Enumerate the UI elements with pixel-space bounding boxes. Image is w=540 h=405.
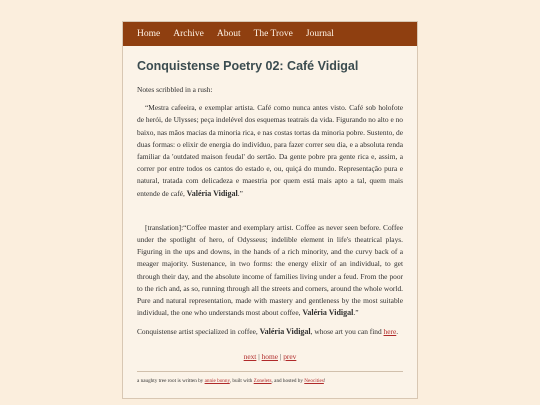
footer-author-link[interactable]: annie bonny [204, 377, 230, 384]
translation-close: .” [353, 308, 359, 318]
pager-prev[interactable]: prev [283, 351, 297, 361]
nav-the-trove[interactable]: The Trove [253, 29, 293, 39]
nav-archive[interactable]: Archive [173, 29, 204, 39]
poem-paragraph [137, 102, 403, 200]
footer-host-link[interactable]: Neocities [304, 377, 324, 384]
poem-author: Valéria Vidigal [186, 188, 238, 198]
closing-end: . [396, 327, 399, 337]
footer-suffix: ! [323, 377, 326, 384]
closing-middle: , whose art you can find [310, 327, 382, 337]
footer-built-text: , built with [229, 377, 253, 384]
post-pager [137, 352, 403, 361]
closing-prefix: Conquistense artist specialized in coffee, [137, 327, 258, 337]
footer-prefix: a naughty tree root is written by [137, 377, 204, 384]
pager-separator: | [258, 351, 260, 361]
translation-author: Valéria Vidigal [302, 308, 354, 318]
nav-home[interactable]: Home [137, 29, 161, 39]
site-footer [137, 378, 403, 384]
pager-next[interactable]: next [243, 351, 257, 361]
art-link[interactable]: here [383, 327, 397, 337]
nav-about[interactable]: About [216, 29, 241, 39]
page-container [122, 21, 418, 399]
top-nav [123, 22, 417, 46]
footer-builder-link[interactable]: Zonelets [253, 377, 272, 384]
post-intro: Notes scribbled in a rush: [137, 85, 213, 94]
footer-hosted-text: , and hosted by [271, 377, 303, 384]
footer-divider [137, 371, 403, 372]
translation-paragraph [137, 222, 403, 320]
closing-author: Valéria Vidigal [259, 327, 311, 337]
closing-paragraph [137, 326, 403, 338]
post-title: Conquistense Poetry 02: Café Vidigal [137, 59, 359, 73]
poem-close: .” [237, 188, 243, 198]
nav-journal[interactable]: Journal [305, 29, 334, 39]
translation-text: [translation]:“Coffee master and exemplary artist. Coffee as never seen before. Coffee under the spotlight of hero, of Odysseus; indelible element in life's theatrical plays. Figuring in the ups and downs, in the hands of a rich minority, and the curvy back of a meager majority. Sustenance, in two forms: the energy elixir of an individual, to get through their day, and the absolute income of families living under a feud. From the poor to the rich and, as so, running through all the streets and corners, around the whole world. Pure and natural representation, made with mastery and gentleness by the most suitable individual, the one who understands most about coffee, [137, 222, 403, 318]
poem-text: “Mestra cafeeira, e exemplar artista. Café como nunca antes visto. Café sob holofote de herói, de Ulysses; peça indelével dos esquemas teatrais da vida. Figurando no alto e no baixo, nas mãos macias da minoria rica, e nas costas tortas da minoria pobre. Sustento, de duas formas: o elixir de energia do indivíduo, para fazer correr seu dia, e a absoluta renda familiar da 'outdated maison feudal' do sertão. Da gente pobre pra gente rica e, assim, a correr por entre todos os cantos do estado e, ou, quiçá do mundo. Representação pura e natural, tratada com delicadeza e maestria por quem está mais apto a tal, quem mais entende de café, [137, 103, 403, 198]
pager-home[interactable]: home [261, 351, 278, 361]
pager-separator: | [279, 351, 282, 361]
post-content [123, 59, 417, 384]
